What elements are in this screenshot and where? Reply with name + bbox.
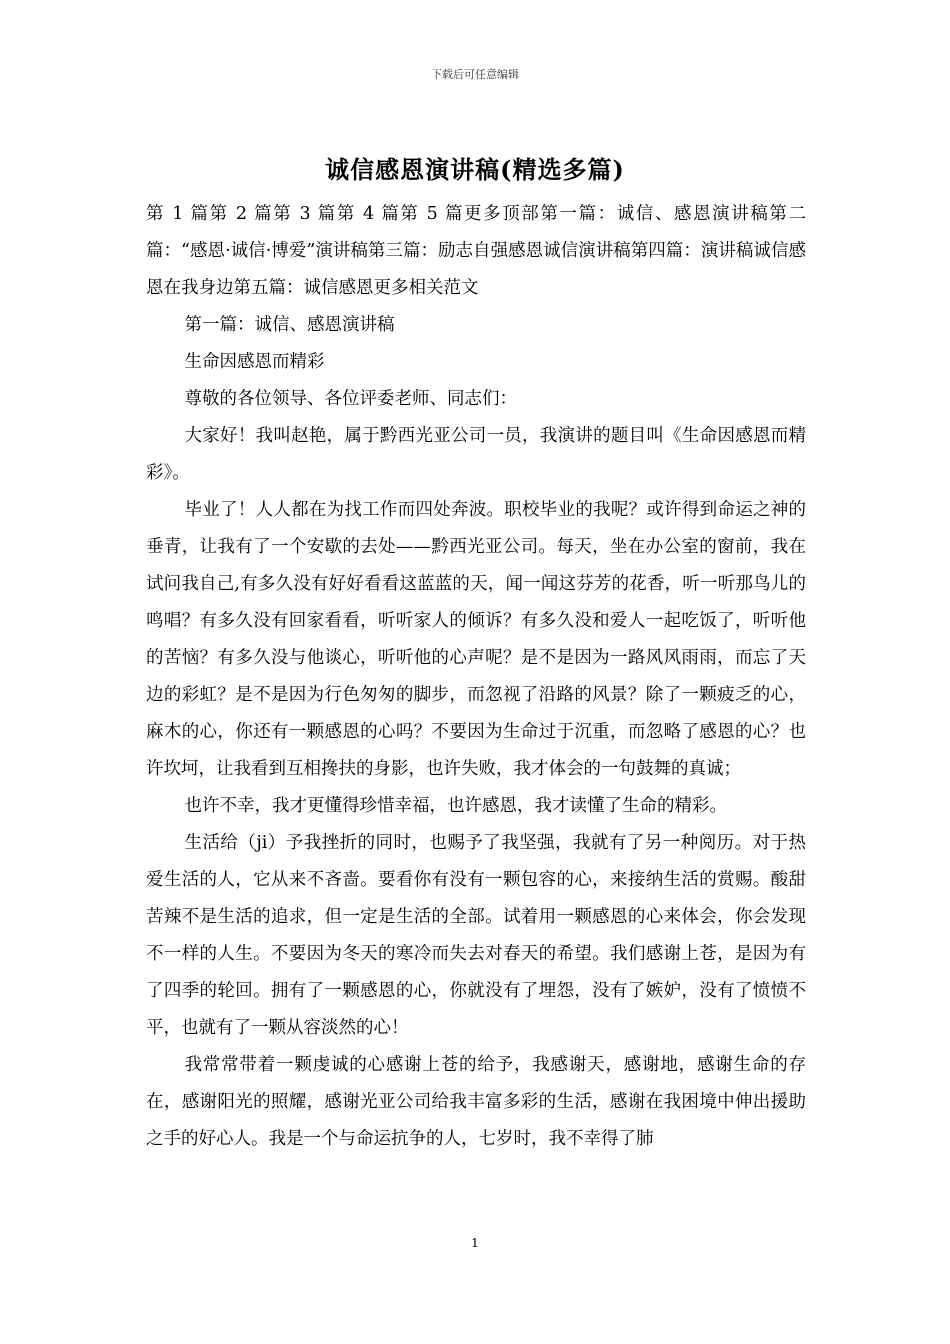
section-heading: 第一篇：诚信、感恩演讲稿 xyxy=(184,315,395,335)
salutation: 尊敬的各位领导、各位评委老师、同志们： xyxy=(184,389,517,409)
body-paragraph: 毕业了！人人都在为找工作而四处奔波。职校毕业的我呢？或许得到命运之神的垂青，让我有了一个安歇的去处——黔西光亚公司。每天，坐在办公室的窗前，我在试问我自己,有多久没有好好看看这蓝蓝的天，闻一闻这芬芳的花香，听一听那鸟儿的鸣唱？有多久没有回家看看，听听家人的倾诉？有多久没和爱人一起吃饭了，听听他的苦恼？有多久没与他谈心，听听他的心声呢？是不是因为一路风风雨雨，而忘了天边的彩虹？是不是因为行色匆匆的脚步，而忽视了沿路的风景？除了一颗疲乏的心，麻木的心，你还有一颗感恩的心吗？不要因为生命过于沉重，而忽略了感恩的心？也许坎坷，让我看到互相搀扶的身影，也许失败，我才体会的一句鼓舞的真诚； xyxy=(146,500,806,779)
table-of-contents: 第 1 篇第 2 篇第 3 篇第 4 篇第 5 篇更多顶部第一篇：诚信、感恩演讲稿第二篇：“感恩·诚信·博爱”演讲稿第三篇：励志自强感恩诚信演讲稿第四篇：演讲稿诚信感恩在我身边第五篇：诚信感恩更多相关范文 xyxy=(146,204,806,298)
page-number: 1 xyxy=(471,1236,479,1250)
body-paragraph: 我常常带着一颗虔诚的心感谢上苍的给予，我感谢天，感谢地，感谢生命的存在，感谢阳光的照耀，感谢光亚公司给我丰富多彩的生活，感谢在我困境中伸出援助之手的好心人。我是一个与命运抗争的人，七岁时，我不幸得了肺 xyxy=(146,1055,806,1149)
page-header: 下载后可任意编辑 xyxy=(431,68,519,81)
speech-title: 生命因感恩而精彩 xyxy=(184,352,325,372)
body-paragraph: 也许不幸，我才更懂得珍惜幸福，也许感恩，我才读懂了生命的精彩。 xyxy=(184,796,727,816)
body-paragraph: 大家好！我叫赵艳，属于黔西光亚公司一员，我演讲的题目叫《生命因感恩而精彩》。 xyxy=(146,426,806,483)
document-body xyxy=(146,196,806,1158)
body-paragraph: 生活给（ji）予我挫折的同时，也赐予了我坚强，我就有了另一种阅历。对于热爱生活的人，它从来不吝啬。要看你有没有一颗包容的心，来接纳生活的赏赐。酸甜苦辣不是生活的追求，但一定是生活的全部。试着用一颗感恩的心来体会，你会发现不一样的人生。不要因为冬天的寒冷而失去对春天的希望。我们感谢上苍，是因为有了四季的轮回。拥有了一颗感恩的心，你就没有了埋怨，没有了嫉妒，没有了愤愤不平，也就有了一颗从容淡然的心！ xyxy=(146,833,806,1038)
document-title: 诚信感恩演讲稿(精选多篇) xyxy=(325,155,625,184)
